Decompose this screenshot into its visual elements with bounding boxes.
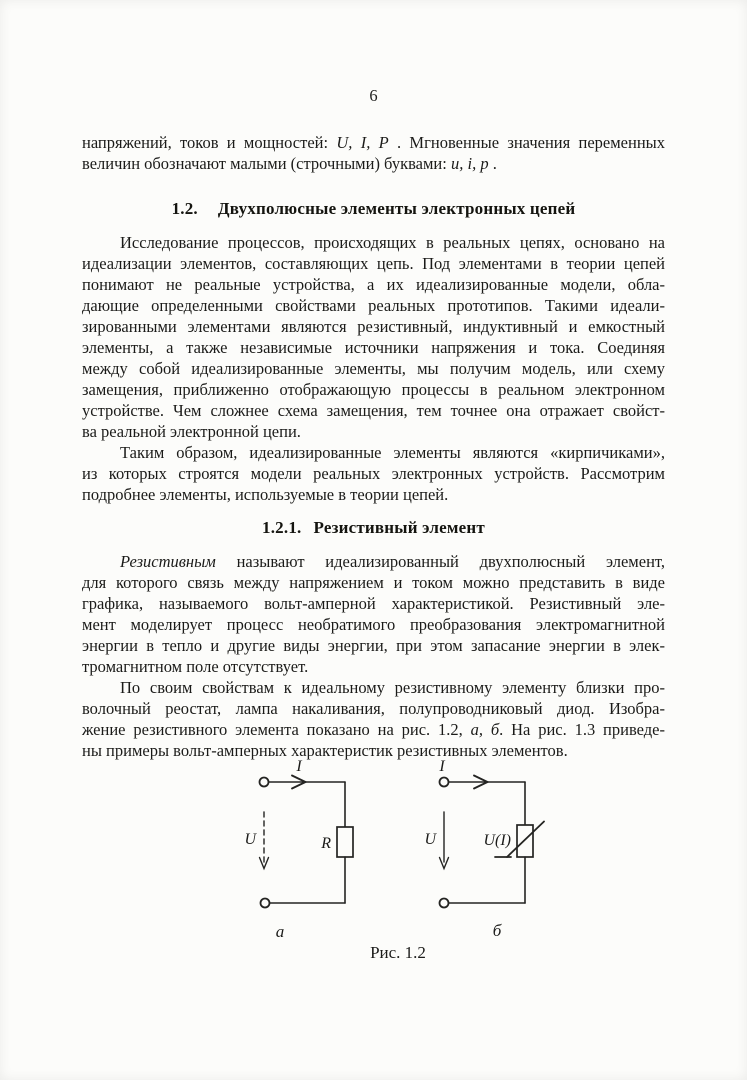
circuit-a [244, 758, 353, 941]
text-run: подробнее элементы, используемые в теории цепей. [82, 485, 449, 504]
italic-run: U, I, P [336, 133, 389, 152]
text-run: . Мгновенные значения переменных [388, 133, 666, 152]
voltage-label: U [424, 831, 436, 848]
text-run: зированными элементами являются резистивный, индуктивный и емкостный [82, 317, 665, 336]
text-run: величин обозначают малыми (строчными) буквами: [82, 154, 451, 173]
text-run: мент моделирует процесс необратимого преобразования электромагнитной [82, 615, 665, 634]
text-run: графика, называемого вольт-амперной характеристикой. Резистивный эле- [82, 594, 665, 613]
text-run: замещения, приближенно отображающую процессы в реальном электронном [82, 380, 665, 399]
section-title: Двухполюсные элементы электронных цепей [217, 199, 576, 218]
nonlinear-resistance-label: U(I) [483, 832, 511, 849]
text-run: для которого связь между напряжением и током можно представить в виде [82, 573, 665, 592]
terminal-top-icon [260, 778, 269, 787]
subfigure-label-b: б [492, 921, 502, 940]
circuit-b [424, 758, 544, 940]
subsection-number: 1.2.1. [262, 518, 302, 537]
current-label: I [439, 758, 445, 775]
figure-caption: Рис. 1.2 [370, 943, 426, 962]
text-run: Таким образом, идеализированные элементы являются «кирпичиками», [120, 443, 665, 462]
terminal-bottom-icon [440, 899, 449, 908]
text-run: . [488, 154, 497, 173]
text-run: ны примеры вольт-амперных характеристик резистивных элементов. [82, 741, 568, 760]
text-run: волочный реостат, лампа накаливания, полупроводниковый диод. Изобра- [82, 699, 665, 718]
text-run: . На рис. 1.3 приведе- [499, 720, 665, 739]
resistor-icon [337, 827, 353, 857]
italic-run: Резистивным [120, 552, 216, 571]
text-run: ва реальной электронной цепи. [82, 422, 301, 441]
text-run: называют идеализированный двухполюсный элемент, [215, 552, 665, 571]
resistance-label: R [321, 835, 331, 852]
text-run: элементы, а также независимые источники напряжения и тока. Соединяя [82, 338, 665, 357]
text-run: понимают не реальные устройства, а их идеализированные модели, обла- [82, 275, 665, 294]
text-run: По своим свойствам к идеальному резистивному элементу близки про- [120, 678, 665, 697]
varistor-icon [517, 825, 533, 857]
italic-run: u, i, p [450, 154, 489, 173]
subsection-title: Резистивный элемент [313, 518, 485, 537]
subfigure-label-a: а [275, 922, 285, 941]
voltage-label: U [244, 831, 256, 848]
text-run: устройстве. Чем сложнее схема замещения, тем точнее она отражает свойст- [82, 401, 665, 420]
text-run: жение резистивного элемента показано на рис. 1.2, [82, 720, 471, 739]
terminal-bottom-icon [261, 899, 270, 908]
text-run: идеализации элементов, составляющих цепь. Под элементами в теории цепей [82, 254, 665, 273]
text-run: между собой идеализированные элементы, мы получим модель, или схему [82, 359, 665, 378]
current-label: I [296, 758, 302, 775]
text-run: напряжений, токов и мощностей: [82, 133, 337, 152]
italic-run: а, б [470, 720, 500, 739]
text-run: энергии в тепло и другие виды энергии, при этом запасание энергии в элек- [82, 636, 665, 655]
text-run: тромагнитном поле отсутствует. [82, 657, 309, 676]
page-number: 6 [369, 86, 378, 105]
text-run: Исследование процессов, происходящих в реальных цепях, основано на [120, 233, 665, 252]
section-number: 1.2. [171, 199, 198, 218]
text-run: дающие определенными свойствами реальных прототипов. Такими идеали- [82, 296, 665, 315]
text-run: из которых строятся модели реальных электронных устройств. Рассмотрим [82, 464, 665, 483]
terminal-top-icon [440, 778, 449, 787]
